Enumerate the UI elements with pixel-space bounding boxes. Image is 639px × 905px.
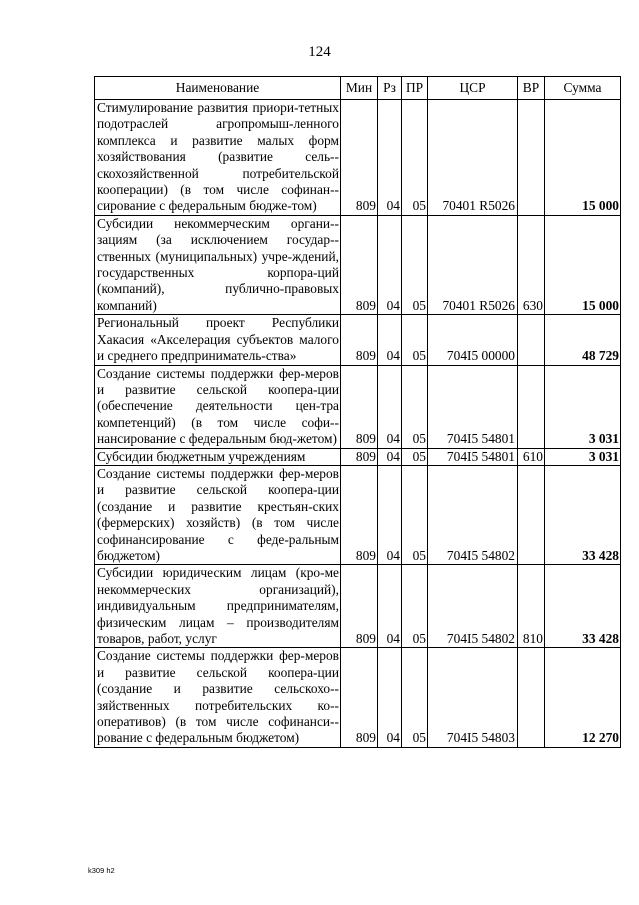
budget-table: [94, 76, 621, 748]
row-min: 809: [341, 215, 378, 314]
table-row: [95, 565, 621, 648]
row-csr: 704I5 00000: [428, 315, 518, 365]
row-rz: 04: [378, 365, 402, 448]
row-pr: 05: [402, 215, 428, 314]
header-row: [95, 77, 621, 100]
table-row: [95, 365, 621, 448]
table-row: [95, 448, 621, 465]
row-name: Стимулирование развития приори-тетных подотраслей агропромыш-ленного комплекса и развитие малых форм хозяйствования (развитие сель-скохозяйственной потребительской кооперации) (в том числе софинан-сирование с федеральным бюдже-том): [95, 100, 341, 216]
row-pr: 05: [402, 365, 428, 448]
row-csr: 704I5 54802: [428, 565, 518, 648]
header-name: Наименование: [95, 77, 341, 100]
row-sum: 33 428: [545, 465, 621, 564]
row-csr: 704I5 54803: [428, 648, 518, 747]
row-sum: 15 000: [545, 100, 621, 216]
header-pr: ПР: [402, 77, 428, 100]
row-rz: 04: [378, 648, 402, 747]
row-min: 809: [341, 315, 378, 365]
table-row: [95, 100, 621, 216]
row-pr: 05: [402, 448, 428, 465]
row-min: 809: [341, 365, 378, 448]
row-csr: 70401 R5026: [428, 215, 518, 314]
row-csr: 704I5 54801: [428, 448, 518, 465]
row-rz: 04: [378, 315, 402, 365]
row-name: Создание системы поддержки фер-меров и развитие сельской коопера-ции (создание и развитие сельскохо-зяйственных потребительских ко-оперативов) (в том числе софинанси-рование с федеральным бюджетом): [95, 648, 341, 747]
row-vr: 610: [518, 448, 545, 465]
header-rz: Рз: [378, 77, 402, 100]
row-sum: 48 729: [545, 315, 621, 365]
row-name: Субсидии бюджетным учреждениям: [95, 448, 341, 465]
row-csr: 704I5 54801: [428, 365, 518, 448]
row-name: Региональный проект Республики Хакасия «Акселерация субъектов малого и среднего предприниматель-ства»: [95, 315, 341, 365]
row-name: Создание системы поддержки фер-меров и развитие сельской коопера-ции (обеспечение деятельности цен-тра компетенций) (в том числе софи-нансирование с федеральным бюд-жетом): [95, 365, 341, 448]
row-pr: 05: [402, 315, 428, 365]
row-rz: 04: [378, 100, 402, 216]
row-pr: 05: [402, 100, 428, 216]
row-pr: 05: [402, 565, 428, 648]
row-rz: 04: [378, 465, 402, 564]
header-sum: Сумма: [545, 77, 621, 100]
row-name: Субсидии юридическим лицам (кро-ме некоммерческих организаций), индивидуальным предпринимателям, физическим лицам – производителям товаров, работ, услуг: [95, 565, 341, 648]
page-number: 124: [308, 44, 331, 60]
table-row: [95, 465, 621, 564]
row-min: 809: [341, 465, 378, 564]
row-rz: 04: [378, 565, 402, 648]
row-vr: [518, 100, 545, 216]
row-min: 809: [341, 100, 378, 216]
row-rz: 04: [378, 448, 402, 465]
header-csr: ЦСР: [428, 77, 518, 100]
table-row: [95, 315, 621, 365]
row-sum: 3 031: [545, 448, 621, 465]
row-csr: 704I5 54802: [428, 465, 518, 564]
row-pr: 05: [402, 465, 428, 564]
row-rz: 04: [378, 215, 402, 314]
row-pr: 05: [402, 648, 428, 747]
row-sum: 3 031: [545, 365, 621, 448]
row-vr: [518, 365, 545, 448]
row-vr: 810: [518, 565, 545, 648]
row-min: 809: [341, 648, 378, 747]
row-csr: 70401 R5026: [428, 100, 518, 216]
row-min: 809: [341, 448, 378, 465]
row-vr: [518, 315, 545, 365]
header-vr: ВР: [518, 77, 545, 100]
row-name: Создание системы поддержки фер-меров и развитие сельской коопера-ции (создание и развитие крестьян-ских (фермерских) хозяйств) (в том числе софинансирование с феде-ральным бюджетом): [95, 465, 341, 564]
row-vr: [518, 648, 545, 747]
row-min: 809: [341, 565, 378, 648]
table-row: [95, 215, 621, 314]
footer-code: k309 h2: [88, 866, 115, 875]
row-sum: 12 270: [545, 648, 621, 747]
row-vr: 630: [518, 215, 545, 314]
row-vr: [518, 465, 545, 564]
row-name: Субсидии некоммерческим органи-зациям (за исключением государ-ственных (муниципальных) учре-ждений, государственных корпора-ций (компаний), публично-правовых компаний): [95, 215, 341, 314]
table-row: [95, 648, 621, 747]
row-sum: 33 428: [545, 565, 621, 648]
row-sum: 15 000: [545, 215, 621, 314]
header-min: Мин: [341, 77, 378, 100]
